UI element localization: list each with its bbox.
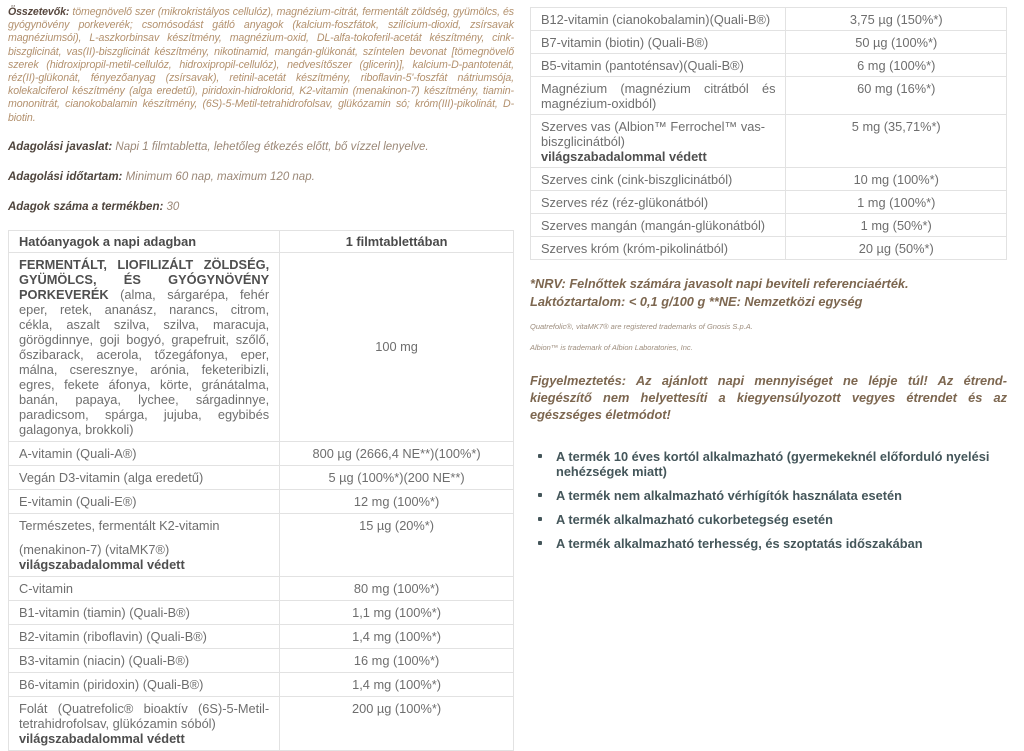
nutrient-value-cell: 20 µg (50%*) [786,237,1007,260]
nutrient-row [9,441,514,465]
nutrient-row [9,648,514,672]
usage-note-text: A termék alkalmazható terhesség, és szoptatás időszakában [556,536,923,551]
nutrient-name-cell: Szerves vas (Albion™ Ferrochel™ vas-biszglicinátból) világszabadalommal védett [531,115,786,168]
ingredients-paragraph [8,6,514,125]
usage-note-item [538,488,1007,503]
nutrient-row [9,696,514,750]
nutrient-name-cell: Magnézium (magnézium citrátból és magnézium-oxidból) [531,77,786,115]
usage-note-item [538,449,1007,479]
dosage-duration-label: Adagolási időtartam: [8,170,123,183]
dosage-suggestion-text: Napi 1 filmtabletta, lehetőleg étkezés előtt, bő vízzel lenyelve. [115,140,429,153]
nutrient-name-cell: Természetes, fermentált K2-vitamin (menakinon-7) (vitaMK7®) világszabadalommal védett [9,513,280,576]
nutrient-row [531,31,1007,54]
nutrient-name-cell: B5-vitamin (pantoténsav)(Quali-B®) [531,54,786,77]
nutrient-name-cell: Szerves réz (réz-glükonátból) [531,191,786,214]
right-column [530,7,1007,560]
dosage-servings-line [8,200,514,214]
header-active-ingredients: Hatóanyagok a napi adagban [9,230,280,252]
nutrient-name-cell: A-vitamin (Quali-A®) [9,441,280,465]
nutrient-name-cell: B7-vitamin (biotin) (Quali-B®) [531,31,786,54]
nutrient-value-cell: 1 mg (100%*) [786,191,1007,214]
bullet-icon [538,493,542,497]
nutrient-name-cell: Szerves mangán (mangán-glükonátból) [531,214,786,237]
nutrient-value-cell: 5 µg (100%*)(200 NE**) [280,465,514,489]
trademark-note-albion: Albion™ is trademark of Albion Laboratories, Inc. [530,343,693,352]
nutrient-name-cell: B12-vitamin (cianokobalamin)(Quali-B®) [531,8,786,31]
nutrient-row [9,600,514,624]
usage-note-text: A termék alkalmazható cukorbetegség esetén [556,512,833,527]
usage-note-item [538,536,1007,551]
nutrient-value-cell: 60 mg (16%*) [786,77,1007,115]
trademark-note-quatrefolic: Quatrefolic®, vitaMK7® are registered trademarks of Gnosis S.p.A. [530,322,753,331]
nutrient-row [531,54,1007,77]
usage-note-item [538,512,1007,527]
nutrient-row [531,191,1007,214]
warning-text: Az ajánlott napi mennyiséget ne lépje túl! Az étrend-kiegészítő nem helyettesíti a kiegyensúlyozott vegyes étrendet és az egészséges életmódot! [530,373,1007,422]
nutrient-value-cell: 1,4 mg (100%*) [280,624,514,648]
bullet-icon [538,517,542,521]
nutrient-name-cell: Folát (Quatrefolic® bioaktív (6S)-5-Metil-tetrahidrofolsav, glükózamin sóból) világszabadalommal védett [9,696,280,750]
header-per-tablet: 1 filmtablettában [280,230,514,252]
nutrient-name-cell: Szerves króm (króm-pikolinátból) [531,237,786,260]
nutrient-name-cell: FERMENTÁLT, LIOFILIZÁLT ZÖLDSÉG, GYÜMÖLCS, ÉS GYÓGYNÖVÉNY PORKEVERÉK (alma, sárgarépa, fehér eper, retek, ananász, narancs, citrom, cékla, aszalt szilva, szilva, maracuja, görögdinnye, goji bogyó, grapefruit, szőlő, őszibarack, acerola, tőzegáfonya, eper, málna, cseresznye, arónia, feketeribizli, egres, fekete áfonya, körte, gránátalma, banán, papaya, lychee, sárgadinnye, paradicsom, spárga, jujuba, egybibés galagonya, brokkoli) [9,252,280,441]
usage-note-text: A termék nem alkalmazható vérhígítók használata esetén [556,488,902,503]
dosage-duration-text: Minimum 60 nap, maximum 120 nap. [125,170,315,183]
nutrient-row [9,672,514,696]
nutrient-name-cell: B2-vitamin (riboflavin) (Quali-B®) [9,624,280,648]
bullet-icon [538,454,542,458]
nutrient-name-cell: B6-vitamin (piridoxin) (Quali-B®) [9,672,280,696]
dosage-servings-text: 30 [166,200,180,213]
ingredients-text: tömegnövelő szer (mikrokristályos cellulóz), magnézium-citrát, fermentált zöldség, gyümölcs, és gyógynövény porkeverék; csomósodást gátló anyagok (kalcium-foszfátok, szilícium-dioxid, zsírsavak magnéziumsói), L-aszkorbinsav készítmény, magnézium-oxid, DL-alfa-tokoferil-acetát készítmény, cink-biszglicinát, vas(II)-biszglicinát készítmény, nikotinamid, mangán-glükonát, színtelen bevonat [tömegnövelő szerek (hidroxipropil-metil-cellulóz, hidroxipropil-cellulóz), nedvesítőszer (glicerin)], kalcium-D-pantotenát, réz(II)-glükonát, fényezőanyag (zsírsavak), retinil-acetát készítmény, riboflavin-5'-foszfát nátriumsója, kolekalciferol készítmény (alga eredetű), piridoxin-hidroklorid, K2-vitamin (menakinon-7) készítmény, tiamin-mononitrát, cianokobalamin készítmény, (6S)-5-Metil-tetrahidrofolsav, glükózamin só; króm(III)-pikolinát, D-biotin. [8,6,514,124]
nutrients-table-left [8,230,514,751]
nutrient-row [531,214,1007,237]
nutrient-value-cell: 6 mg (100%*) [786,54,1007,77]
nutrients-table-right [530,7,1007,260]
ingredients-label: Összetevők: [8,6,70,18]
nutrient-value-cell: 5 mg (35,71%*) [786,115,1007,168]
nutrient-value-cell: 50 µg (100%*) [786,31,1007,54]
nutrients-table-header-row [9,230,514,252]
nutrient-value-cell: 800 µg (2666,4 NE**)(100%*) [280,441,514,465]
nutrient-row [9,624,514,648]
nutrient-row [9,252,514,441]
nutrient-row [531,115,1007,168]
nutrient-row [531,168,1007,191]
nutrient-value-cell: 100 mg [280,252,514,441]
nutrient-value-cell: 10 mg (100%*) [786,168,1007,191]
nutrient-name-cell: B3-vitamin (niacin) (Quali-B®) [9,648,280,672]
nutrient-name-cell: E-vitamin (Quali-E®) [9,489,280,513]
nutrient-value-cell: 1 mg (50%*) [786,214,1007,237]
usage-note-text: A termék 10 éves kortól alkalmazható (gyermekeknél előforduló nyelési nehézségek miatt) [556,449,990,479]
nutrient-value-cell: 15 µg (20%*) [280,513,514,576]
nutrient-name-cell: C-vitamin [9,576,280,600]
nutrient-name-cell: B1-vitamin (tiamin) (Quali-B®) [9,600,280,624]
dosage-duration-line [8,170,514,184]
nutrient-row [531,237,1007,260]
nutrient-row [9,513,514,576]
nutrient-row [531,8,1007,31]
dosage-suggestion-label: Adagolási javaslat: [8,140,113,153]
nutrient-row [9,465,514,489]
dosage-servings-label: Adagok száma a termékben: [8,200,164,213]
nutrient-value-cell: 12 mg (100%*) [280,489,514,513]
nrv-footnote: *NRV: Felnőttek számára javasolt napi beviteli referenciaérték. [530,276,909,291]
nutrient-value-cell: 80 mg (100%*) [280,576,514,600]
nutrient-value-cell: 200 µg (100%*) [280,696,514,750]
nutrient-name-cell: Szerves cink (cink-biszglicinátból) [531,168,786,191]
bullet-icon [538,541,542,545]
nutrient-row [531,77,1007,115]
nutrient-name-cell: Vegán D3-vitamin (alga eredetű) [9,465,280,489]
nutrient-row [9,576,514,600]
usage-notes-list [530,449,1007,551]
left-column [8,6,514,751]
nutrient-row [9,489,514,513]
nutrient-value-cell: 16 mg (100%*) [280,648,514,672]
warning-paragraph [530,372,1007,423]
nutrient-value-cell: 1,4 mg (100%*) [280,672,514,696]
dosage-section [8,140,514,214]
nutrient-value-cell: 3,75 µg (150%*) [786,8,1007,31]
dosage-suggestion-line [8,140,514,154]
lactose-footnote: Laktóztartalom: < 0,1 g/100 g **NE: Nemzetközi egység [530,294,863,309]
warning-label: Figyelmeztetés: [530,373,627,388]
nutrient-value-cell: 1,1 mg (100%*) [280,600,514,624]
